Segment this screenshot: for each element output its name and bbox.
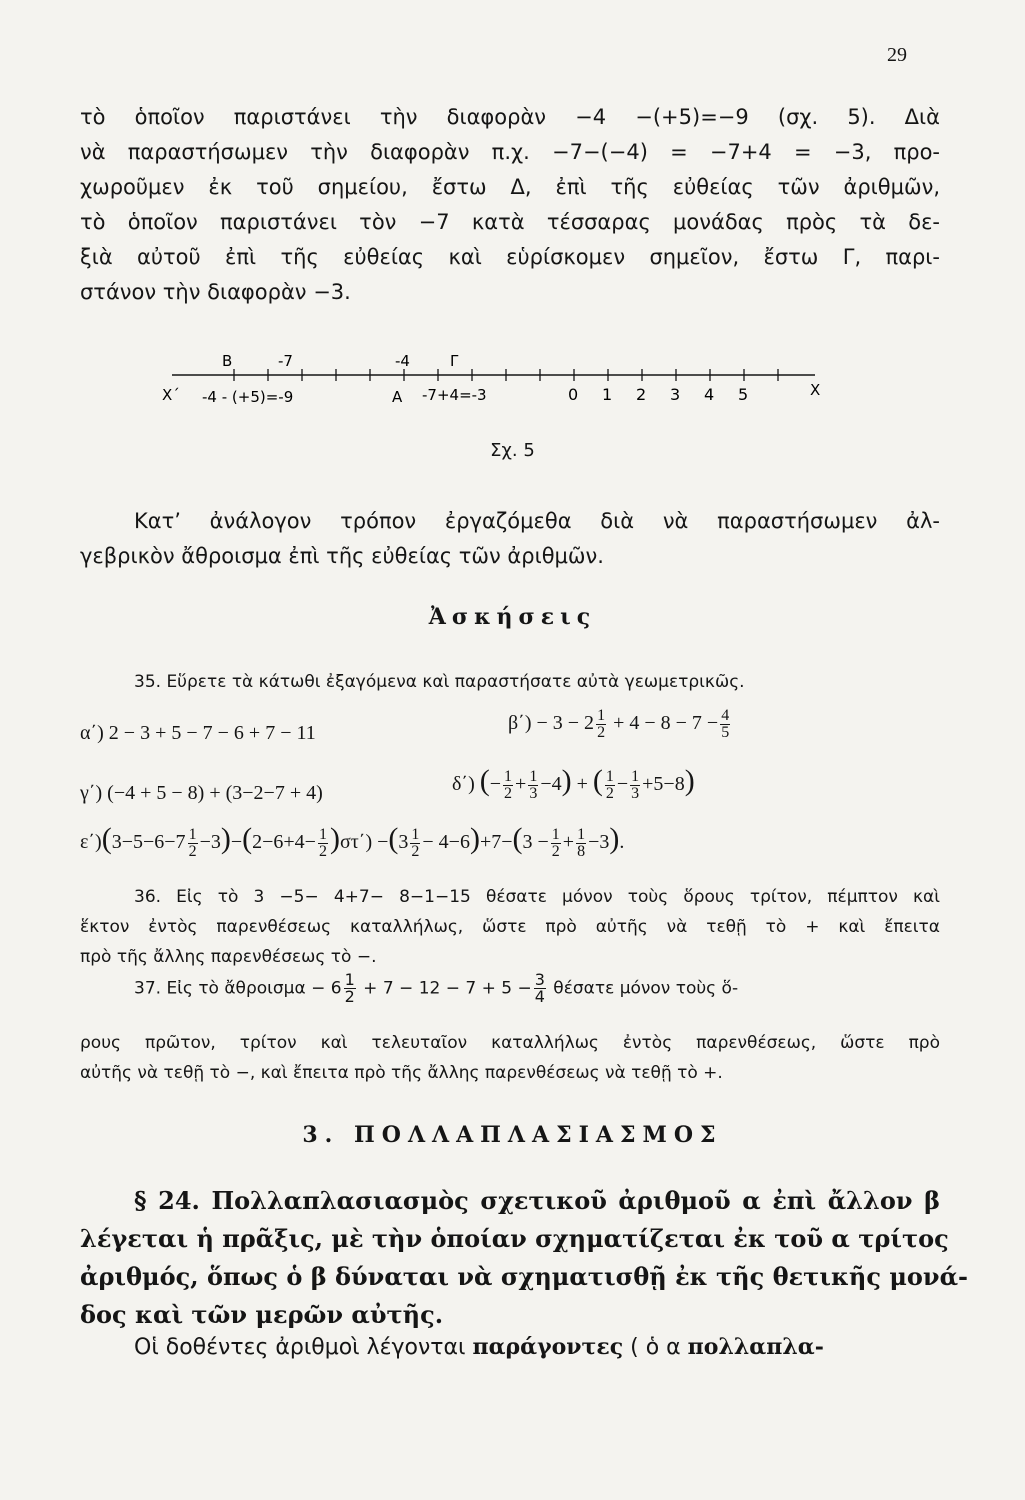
label-A: A xyxy=(392,388,403,406)
text-line: γεβρικὸν ἄθροισμα ἐπὶ τῆς εὐθείας τῶν ἀριθμῶν. xyxy=(80,544,604,568)
page-number: 29 xyxy=(887,44,907,66)
exercise-36 xyxy=(80,882,940,972)
label-1: 1 xyxy=(602,385,613,404)
text-line: τὸ ὁποῖον παριστάνει τὸν −7 κατὰ τέσσαρας μονάδας πρὸς τὰ δε- xyxy=(80,210,940,234)
text-line: ρους πρῶτον, τρίτον καὶ τελευταῖον καταλλήλως ἐντὸς παρενθέσεως, ὥστε πρὸ xyxy=(80,1033,940,1053)
text-line: ξιὰ αὐτοῦ ἐπὶ τῆς εὐθείας καὶ εὑρίσκομεν σημεῖον, ἔστω Γ, παρι- xyxy=(80,245,940,269)
exercise-35-intro: 35. Εὕρετε τὰ κάτωθι ἐξαγόμενα καὶ παραστήσατε αὐτὰ γεωμετρικῶς. xyxy=(134,672,745,692)
text-line: τὸ ὁποῖον παριστάνει τὴν διαφορὰν −4 −(+5)=−9 (σχ. 5). Διὰ xyxy=(80,105,940,129)
exercise-35-e-st: ε΄)(3−5−6−7 $\frac{1}{2}$ −3)−(2−6+4− $\frac{1}{2}$ )στ΄) −(3 $\frac{1}{2}$ − 4−6)+7−(3 − $\frac{1}{2}$ + $\frac{1}{8}$ −3). xyxy=(80,822,625,860)
label-x: X xyxy=(810,381,821,399)
label-5: 5 xyxy=(738,385,749,404)
label-minus7: -7 xyxy=(278,352,293,370)
label-0: 0 xyxy=(568,385,579,404)
section-title: 3. ΠΟΛΛΑΠΛΑΣΙΑΣΜΟΣ xyxy=(302,1122,723,1148)
text-line: πρὸ τῆς ἄλλης παρενθέσεως τὸ −. xyxy=(80,947,377,967)
number-line-figure xyxy=(150,345,850,415)
text-line: Κατ’ ἀνάλογον τρόπον ἐργαζόμεθα διὰ νὰ παραστήσωμεν ἀλ- xyxy=(134,509,940,533)
label-expr1: -4 - (+5)=-9 xyxy=(202,388,294,406)
label-xprime: X΄ xyxy=(162,386,180,404)
exercise-37-first-line: 37. Εἰς τὸ ἄθροισμα − 6 $\frac{1}{2}$ + 7 − 12 − 7 + 5 − $\frac{3}{4}$ θέσατε μόνον τοὺς ὅ- xyxy=(134,970,739,1006)
exercise-35-a: α΄) 2 − 3 + 5 − 7 − 6 + 7 − 11 xyxy=(80,722,316,744)
paragraph-difference xyxy=(80,100,940,310)
text-line: αὐτῆς νὰ τεθῇ τὸ −, καὶ ἔπειτα πρὸ τῆς ἄλλης παρενθέσεως νὰ τεθῇ τὸ +. xyxy=(80,1063,723,1083)
paragraph-algebraic-sum xyxy=(80,504,940,574)
label-B: B xyxy=(222,352,233,370)
label-gamma: Γ xyxy=(450,352,459,370)
text-line: ἕκτον ἐντὸς παρενθέσεως καταλλήλως, ὥστε πρὸ αὐτῆς νὰ τεθῇ τὸ + καὶ ἔπειτα xyxy=(80,917,940,937)
text-line: λέγεται ἡ πρᾶξις, μὲ τὴν ὁποίαν σχηματίζεται ἐκ τοῦ α τρίτος xyxy=(80,1224,949,1253)
label-expr2: -7+4=-3 xyxy=(422,386,487,404)
definition-paragraph xyxy=(80,1182,968,1334)
exercise-37-rest xyxy=(80,1028,940,1088)
label-3: 3 xyxy=(670,385,681,404)
label-4: 4 xyxy=(704,385,715,404)
text-line: χωροῦμεν ἐκ τοῦ σημείου, ἔστω Δ, ἐπὶ τῆς εὐθείας τῶν ἀριθμῶν, xyxy=(80,175,940,199)
exercise-35-g: γ΄) (−4 + 5 − 8) + (3−2−7 + 4) xyxy=(80,782,323,804)
label-2: 2 xyxy=(636,385,647,404)
exercises-heading: Ἀσκήσεις xyxy=(428,604,597,630)
label-minus4: -4 xyxy=(395,352,410,370)
text-line: § 24. Πολλαπλασιασμὸς σχετικοῦ ἀριθμοῦ α ἐπὶ ἄλλον β xyxy=(134,1186,940,1215)
text-line: δος καὶ τῶν μερῶν αὐτῆς. xyxy=(80,1300,444,1329)
exercise-35-b: β΄) − 3 − 2 $\frac{1}{2}$ + 4 − 8 − 7 − $\frac{4}{5}$ xyxy=(508,707,730,741)
text-line: ἀριθμός, ὅπως ὁ β δύναται νὰ σχηματισθῇ ἐκ τῆς θετικῆς μονά- xyxy=(80,1262,968,1291)
factors-line: Οἱ δοθέντες ἀριθμοὶ λέγονται παράγοντες ( ὁ α πολλαπλα- xyxy=(134,1334,824,1360)
text-line: στάνον τὴν διαφορὰν −3. xyxy=(80,280,351,304)
exercise-35-d: δ΄) (− $\frac{1}{2}$ + $\frac{1}{3}$ −4) + ( $\frac{1}{2}$ − $\frac{1}{3}$ +5−8) xyxy=(452,764,695,802)
figure-caption: Σχ. 5 xyxy=(490,440,535,461)
text-line: 36. Εἰς τὸ 3 −5− 4+7− 8−1−15 θέσατε μόνον τοὺς ὅρους τρίτον, πέμπτον καὶ xyxy=(134,887,940,907)
text-line: νὰ παραστήσωμεν τὴν διαφορὰν π.χ. −7−(−4) = −7+4 = −3, προ- xyxy=(80,140,940,164)
